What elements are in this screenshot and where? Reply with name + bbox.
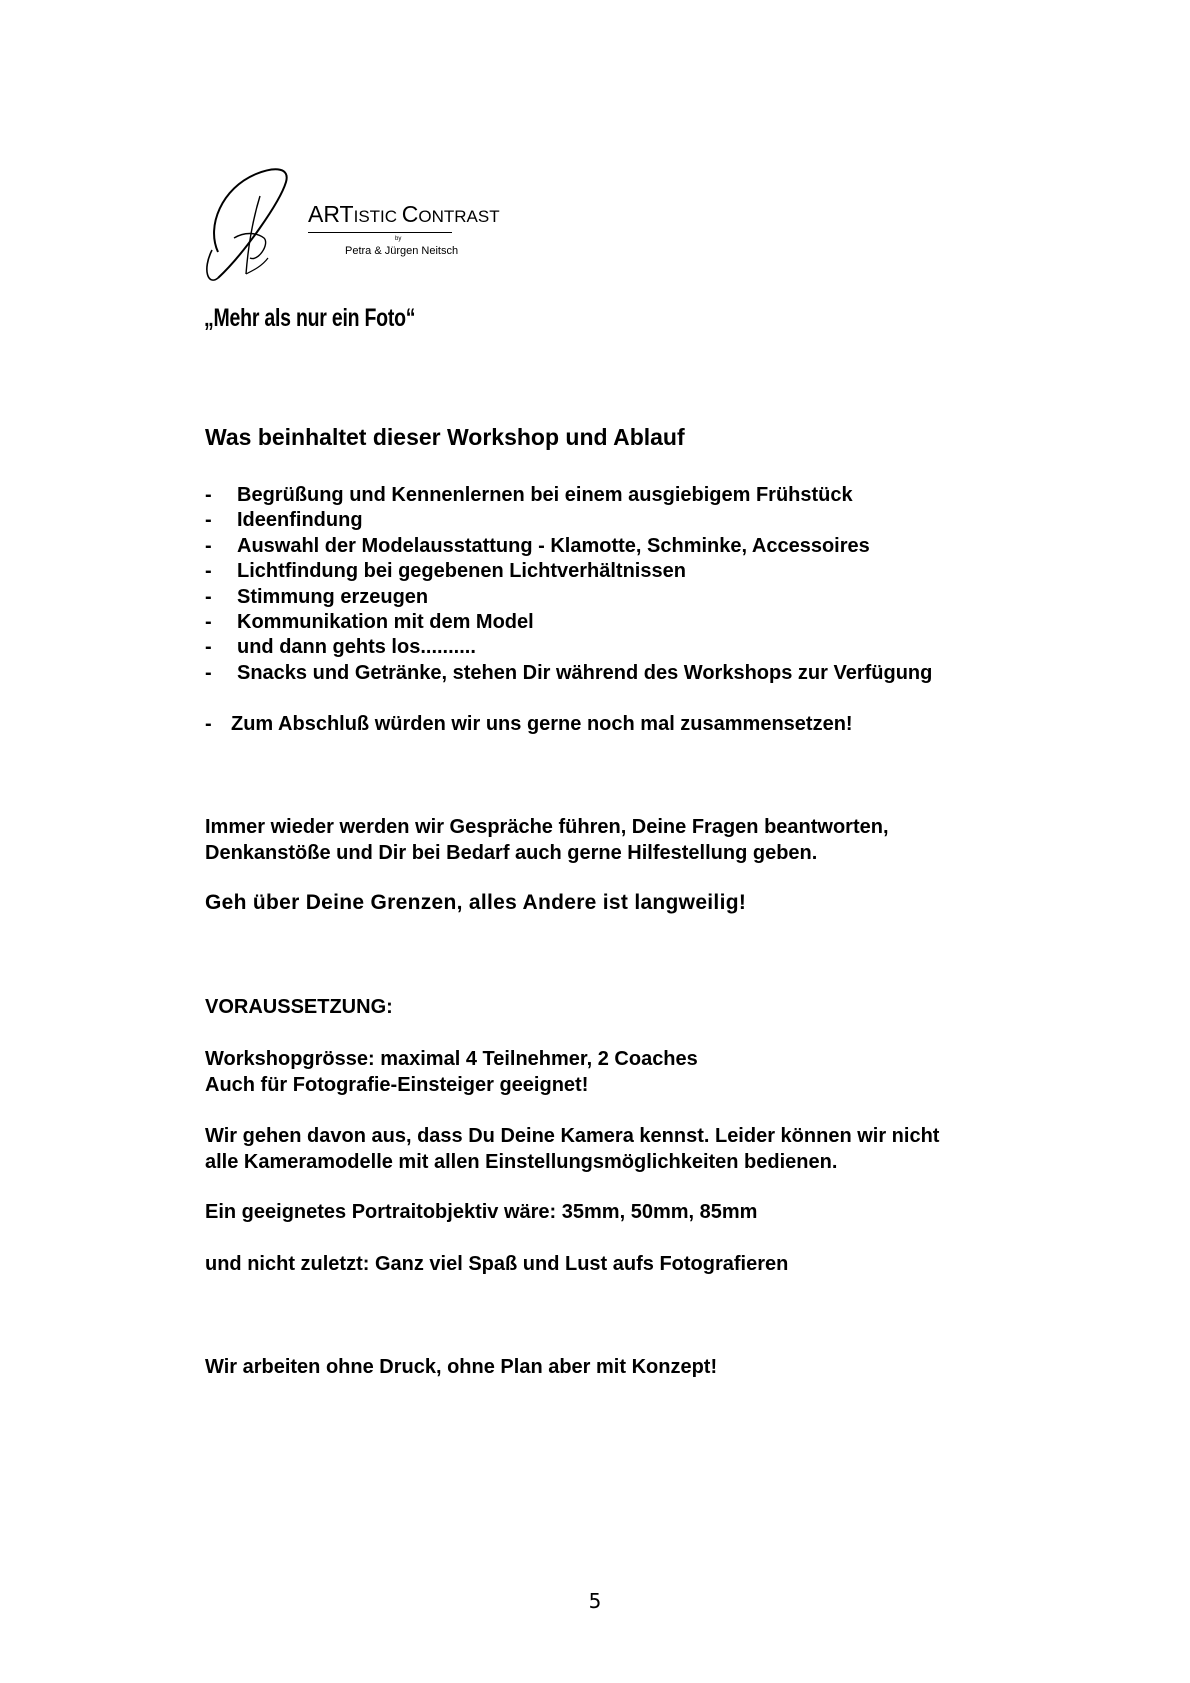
- workshop-agenda-list: [205, 483, 932, 686]
- list-item: - Begrüßung und Kennenlernen bei einem ausgiebigem Frühstück: [205, 484, 853, 506]
- conversation-paragraph: Immer wieder werden wir Gespräche führen, Deine Fragen beantworten, Denkanstöße und Dir bei Bedarf auch gerne Hilfestellung geben.: [205, 816, 889, 864]
- list-item: - Stimmung erzeugen: [205, 585, 429, 608]
- tagline: „Mehr als nur ein Foto“: [204, 304, 416, 332]
- workshop-size-paragraph: Workshopgrösse: maximal 4 Teilnehmer, 2 Coaches Auch für Fotografie-Einsteiger geeignet!: [205, 1048, 698, 1096]
- list-item: - Snacks und Getränke, stehen Dir während des Workshops zur Verfügung: [205, 661, 933, 684]
- list-item: - und dann gehts los..........: [205, 636, 476, 659]
- logo-by: by: [395, 236, 402, 242]
- logo-divider: [308, 232, 452, 233]
- camera-paragraph: Wir gehen davon aus, dass Du Deine Kamera kennst. Leider können wir nicht alle Kameramodelle mit allen Einstellungsmöglichkeiten bedienen.: [205, 1125, 940, 1173]
- requirements-title: VORAUSSETZUNG:: [205, 996, 393, 1018]
- page-number: 5: [588, 1589, 602, 1613]
- concept-paragraph: Wir arbeiten ohne Druck, ohne Plan aber mit Konzept!: [205, 1356, 718, 1378]
- motto: Geh über Deine Grenzen, alles Andere ist langweilig!: [205, 891, 747, 914]
- logo-names: Petra & Jürgen Neitsch: [345, 245, 459, 257]
- fun-paragraph: und nicht zuletzt: Ganz viel Spaß und Lust aufs Fotografieren: [205, 1253, 789, 1275]
- logo-wordmark: ARTISTIC CONTRAST: [308, 201, 500, 227]
- page-heading: Was beinhaltet dieser Workshop und Ablauf: [205, 424, 685, 450]
- list-item: - Kommunikation mit dem Model: [205, 610, 534, 633]
- list-item: - Lichtfindung bei gegebenen Lichtverhältnissen: [205, 560, 686, 583]
- list-item: - Auswahl der Modelausstattung - Klamotte, Schminke, Accessoires: [205, 534, 870, 557]
- closing-item: - Zum Abschluß würden wir uns gerne noch mal zusammensetzen!: [205, 713, 853, 735]
- lens-paragraph: Ein geeignetes Portraitobjektiv wäre: 35mm, 50mm, 85mm: [205, 1201, 758, 1223]
- artistic-contrast-logo-icon: [204, 166, 312, 290]
- list-item: - Ideenfindung: [205, 509, 363, 532]
